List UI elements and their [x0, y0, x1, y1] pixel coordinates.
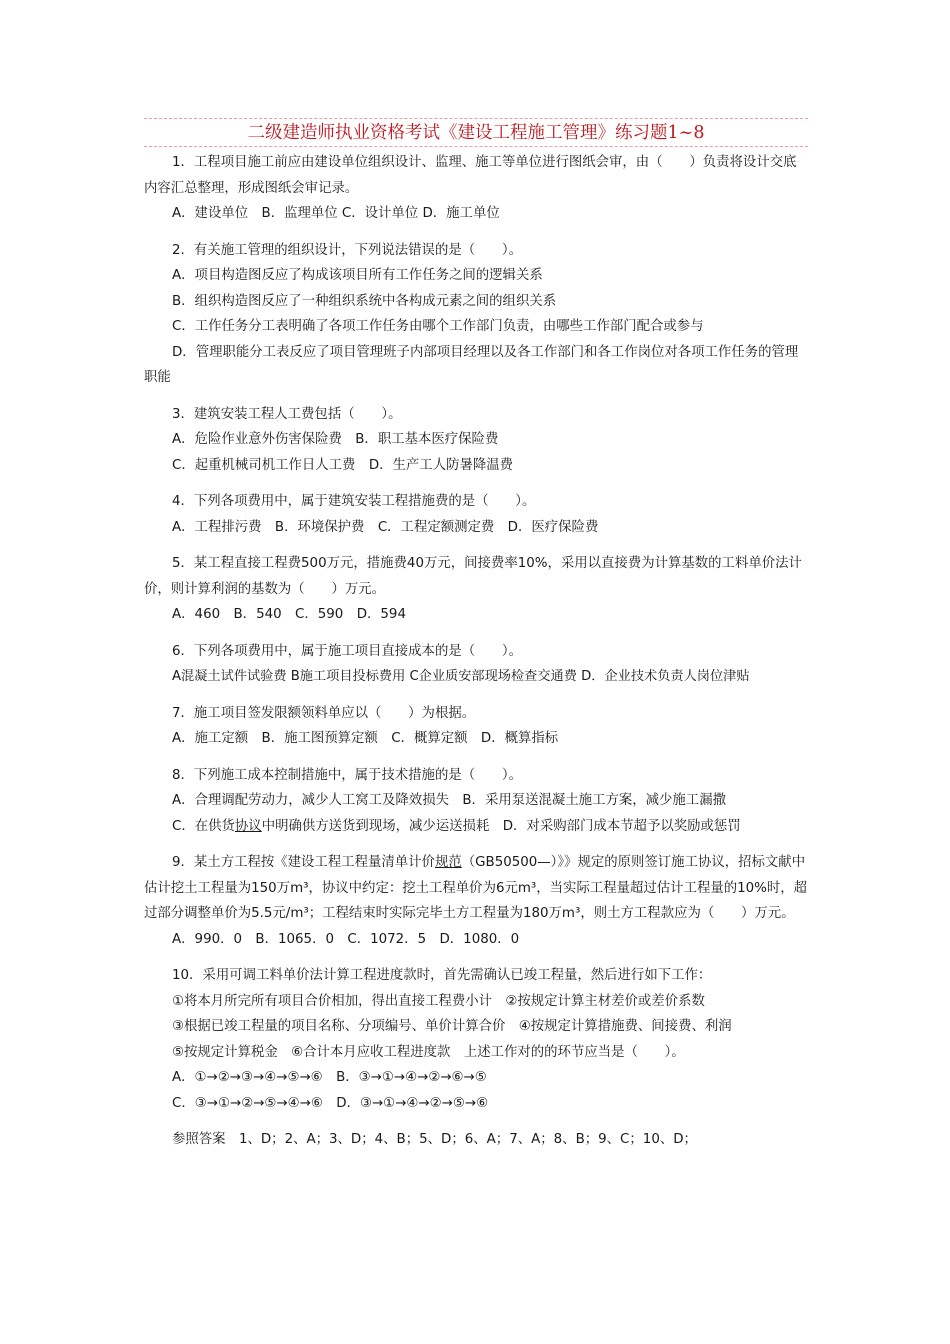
question-2-option-c: C．工作任务分工表明确了各项工作任务由哪个工作部门负责，由哪些工作部门配合或参与 — [172, 319, 704, 334]
title-rule-top — [144, 118, 808, 119]
question-5-options: A．460 B．540 C．590 D．594 — [172, 607, 406, 622]
question-8-stem: 8．下列施工成本控制措施中，属于技术措施的是（ ）。 — [172, 767, 522, 783]
question-9-stem-rest: （GB50500—）》》规定的原则签订施工协议，招标文献中估计挖土工程量为150万m³，协议中约定：挖土工程单价为6元m³，当实际工程量超过估计工程量的10%时，超过部分调整单价为5.5元/m³；工程结束时实际完毕土方工程量为180万m³，则土方工程款应为（ ）万元。 — [144, 855, 808, 921]
question-10-step-line-2: ③根据已竣工程量的项目名称、分项编号、单价计算合价 ④按规定计算措施费、间接费、利润 — [172, 1019, 732, 1034]
question-1-options: A．建设单位 B．监理单位 C．设计单位 D．施工单位 — [172, 206, 500, 221]
question-3-options-line-1: A．危险作业意外伤害保险费 B．职工基本医疗保险费 — [172, 432, 499, 447]
question-5-stem: 5．某工程直接工程费500万元，措施费40万元，间接费率10%，采用以直接费为计算基数的工料单价法计价，则计算利润的基数为（ ）万元。 — [144, 556, 802, 597]
question-1 — [144, 150, 808, 227]
question-8-option-rest: 中明确供方送货到现场，减少运送损耗 D．对采购部门成本节超予以奖励或惩罚 — [261, 818, 741, 834]
question-7-stem: 7．施工项目签发限额领料单应以（ ）为根据。 — [172, 705, 476, 721]
question-list — [144, 150, 808, 1153]
question-9-stem — [144, 850, 808, 927]
question-2 — [144, 238, 808, 391]
question-2-stem: 2．有关施工管理的组织设计，下列说法错误的是（ ）。 — [172, 242, 522, 258]
question-7-options: A．施工定额 B．施工图预算定额 C．概算定额 D．概算指标 — [172, 731, 559, 746]
question-9-stem-start: 9．某土方工程按《建设工程工程量清单计价 — [172, 855, 435, 870]
document-page — [144, 118, 808, 1153]
question-7 — [144, 701, 808, 752]
question-6 — [144, 639, 808, 690]
answer-key: 参照答案 1、D；2、A；3、D；4、B；5、D；6、A；7、A；8、B；9、C；10、D； — [172, 1132, 697, 1147]
question-5 — [144, 551, 808, 628]
question-8-options-line-2 — [144, 814, 808, 840]
question-8-options-line-1: A．合理调配劳动力，减少人工窝工及降效损失 B．采用泵送混凝土施工方案，减少施工漏撒 — [172, 793, 726, 808]
question-9-underlined-term: 规范 — [434, 855, 462, 870]
question-10-options-line-1: A．①→②→③→④→⑤→⑥ B．③→①→④→②→⑥→⑤ — [172, 1070, 487, 1085]
question-8 — [144, 763, 808, 840]
question-2-option-a: A．项目构造图反应了构成该项目所有工作任务之间的逻辑关系 — [172, 268, 543, 283]
question-9 — [144, 850, 808, 952]
question-2-option-d: D．管理职能分工表反应了项目管理班子内部项目经理以及各工作部门和各工作岗位对各项工作任务的管理职能 — [144, 344, 799, 385]
question-10-step-line-3: ⑤按规定计算税金 ⑥合计本月应收工程进度款 上述工作对的的环节应当是（ ）。 — [172, 1044, 685, 1060]
question-8-option-c-prefix: C．在供货 — [172, 818, 235, 834]
question-10-step-line-1: ①将本月所完所有项目合价相加，得出直接工程费小计 ②按规定计算主材差价或差价系数 — [172, 993, 705, 1009]
title-rule-bottom — [144, 146, 808, 147]
question-4-options: A．工程排污费 B．环境保护费 C．工程定额测定费 D．医疗保险费 — [172, 519, 599, 535]
question-10-stem: 10．采用可调工料单价法计算工程进度款时，首先需确认已竣工程量，然后进行如下工作： — [172, 968, 712, 983]
question-6-options: A混凝土试件试验费 B施工项目投标费用 C企业质安部现场检查交通费 D．企业技术负责人岗位津贴 — [172, 669, 750, 684]
question-3-stem: 3．建筑安装工程人工费包括（ ）。 — [172, 406, 402, 422]
question-2-option-b: B．组织构造图反应了一种组织系统中各构成元素之间的组织关系 — [172, 293, 557, 309]
question-4 — [144, 489, 808, 540]
question-6-stem: 6．下列各项费用中，属于施工项目直接成本的是（ ）。 — [172, 643, 522, 659]
question-10 — [144, 963, 808, 1116]
question-1-stem: 1．工程项目施工前应由建设单位组织设计、监理、施工等单位进行图纸会审，由（ ）负责将设计交底内容汇总整理，形成图纸会审记录。 — [144, 155, 797, 196]
question-10-options-line-2: C．③→①→②→⑤→④→⑥ D．③→①→④→②→⑤→⑥ — [172, 1095, 489, 1111]
question-3 — [144, 402, 808, 479]
question-4-stem: 4．下列各项费用中，属于建筑安装工程措施费的是（ ）。 — [172, 494, 536, 509]
question-8-underlined-term: 协议 — [234, 818, 262, 834]
question-3-options-line-2: C．起重机械司机工作日人工费 D．生产工人防暑降温费 — [172, 457, 514, 473]
document-title: 二级建造师执业资格考试《建设工程施工管理》练习题1~8 — [247, 123, 705, 143]
question-9-options: A．990．0 B．1065．0 C．1072．5 D．1080．0 — [172, 931, 520, 947]
